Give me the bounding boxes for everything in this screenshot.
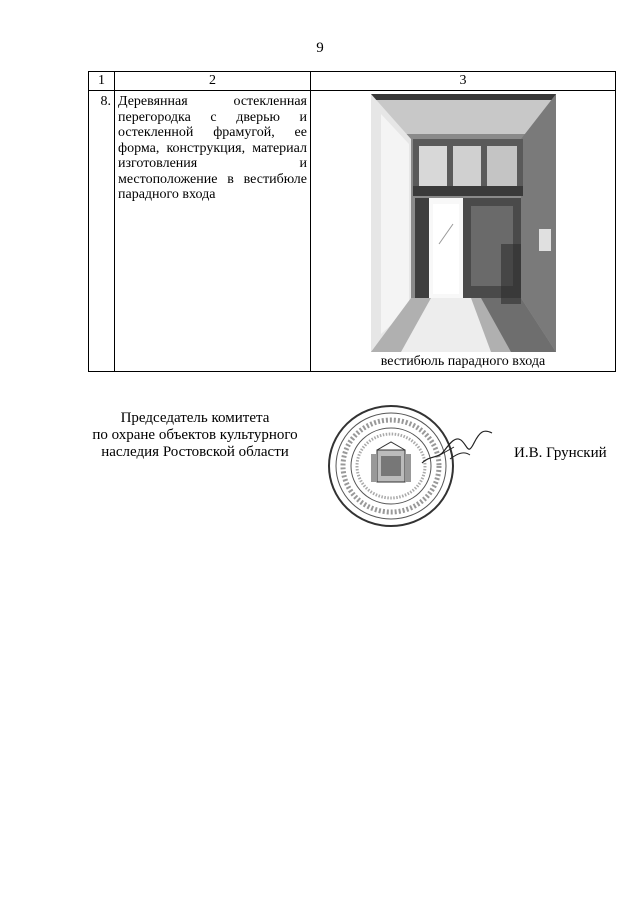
handwritten-signature [420,425,495,470]
photo-caption: вестибюль парадного входа [380,354,546,369]
vestibule-photo [371,94,556,352]
signer-title-line-3: наследия Ростовской области [101,444,289,460]
header-col-3: 3 [311,72,616,91]
photo-cell [311,91,616,372]
page-number: 9 [316,40,324,56]
header-col-1: 1 [89,72,115,91]
objects-table [88,71,616,372]
signer-title [60,410,330,461]
signer-title-line-2: по охране объектов культурного [92,427,298,443]
header-col-2: 2 [115,72,311,91]
row-number: 8. [89,91,115,372]
table-header-row [89,72,616,91]
table-row [89,91,616,372]
signer-name: И.В. Грунский [514,445,607,461]
row-description: Деревянная остекленная перегородка с дверью и остекленной фрамугой, ее форма, конструкция, материал изготовления и местоположение в вестибюле парадного входа [115,91,311,372]
signer-title-line-1: Председатель комитета [120,410,270,426]
